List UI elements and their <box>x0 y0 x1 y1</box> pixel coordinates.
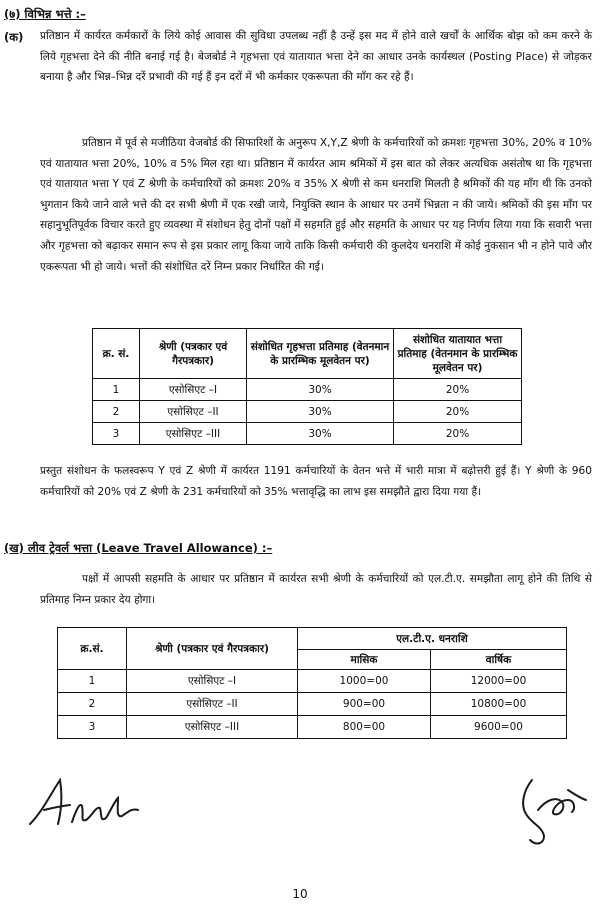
cell-sn: 3 <box>93 423 140 445</box>
cell-housing: 30% <box>247 423 394 445</box>
table-row <box>58 716 567 739</box>
table-row <box>58 670 567 693</box>
cell-transport: 20% <box>394 423 522 445</box>
page-number: 10 <box>292 887 308 901</box>
table-row <box>93 423 522 445</box>
revised-allowance-table <box>92 328 522 445</box>
cell-yearly: 12000=00 <box>431 670 567 693</box>
cell-category: एसोसिएट –II <box>127 693 298 716</box>
table-row <box>58 693 567 716</box>
paragraph-housing-intro: प्रतिष्ठान में कार्यरत कर्मकारों के लिये कोई आवास की सुविधा उपलब्ध नहीं है उन्हें इस मद में होने वाले खर्चों के आर्थिक बोझ को कम करने के लिये गृहभत्ता देने की नीति बनाई गई है। बेजबोर्ड ने गृहभत्ता एवं यातायात भत्ता देने का आधार उनके कार्यस्थल (Posting Place) से जोड़कर बनाया है और भिन्न–भिन्न दरें प्रभावी की गई हैं इन दरों में भी कर्मकार एकरूपता की माँग कर रहे हैं। <box>40 30 592 84</box>
column-header-category: श्रेणी (पत्रकार एवं गैरपत्रकार) <box>140 329 247 379</box>
table-row <box>93 401 522 423</box>
column-header-sn: क्र. सं. <box>93 329 140 379</box>
column-header-yearly: वार्षिक <box>431 650 567 670</box>
cell-yearly: 9600=00 <box>431 716 567 739</box>
section-heading-lta: (ख) लीव ट्रेवर्ल भत्ता (Leave Travel Allowance) :– <box>4 541 273 555</box>
paragraph-majithia-rates: प्रतिष्ठान में पूर्व से मजीठिया वेजबोर्ड की सिफारिशों के अनुरूप X,Y,Z श्रेणी के कर्मचारियों को क्रमशः गृहभत्ता 30%, 20% व 10% एवं यातायात भत्ता 20%, 10% व 5% मिल रहा था। प्रतिष्ठान में कार्यरत आम श्रमिकों में इस बात को लेकर अत्यधिक असंतोष था कि गृहभत्ता एवं यातायात भत्ता Y एवं Z श्रेणी के कर्मचारियों को क्रमशः 20% व 35% X श्रेणी से कम धनराशि मिलती है श्रमिकों की यह माँग थी कि उनको भुगतान किये जाने वाले भत्ते की दर सभी श्रेणी में एक रखी जाये, नियुक्ति स्थान के आधार पर उनमें भिन्नता न की जाये। श्रमिकों की इस माँग पर सहानुभूतिपूर्वक विचार करते हुए व्यवस्था में संशोधन हेतु दोनों पक्षों में सहमति हुई और सहमति के आधार पर यह निर्णय लिया गया कि सवारी भत्ता और गृहभत्ता को बढ़ाकर समान रूप से इस प्रकार लागू किया जाये ताकि किसी कर्मचारी की कुलदेय धनराशि में कोई नुकसान भी न होने पावे और एकरूपता भी हो जाये। भत्तों की संशोधित दरें निम्न प्रकार निर्धारित की गई। <box>40 137 592 273</box>
cell-category: एसोसिएट –III <box>127 716 298 739</box>
column-header-category: श्रेणी (पत्रकार एवं गैरपत्रकार) <box>127 628 298 670</box>
cell-sn: 1 <box>93 379 140 401</box>
left-signature <box>22 772 152 842</box>
column-header-lta-amount: एल.टी.ए. धनराशि <box>298 628 567 650</box>
cell-sn: 2 <box>93 401 140 423</box>
cell-transport: 20% <box>394 401 522 423</box>
cell-monthly: 1000=00 <box>298 670 431 693</box>
cell-yearly: 10800=00 <box>431 693 567 716</box>
cell-housing: 30% <box>247 401 394 423</box>
cell-category: एसोसिएट –III <box>140 423 247 445</box>
column-header-transport: संशोधित यातायात भत्ता प्रतिमाह (वेतनमान के प्रारम्भिक मूलवेतन पर) <box>394 329 522 379</box>
paragraph-lta-intro: पक्षों में आपसी सहमति के आधार पर प्रतिष्ठान में कार्यरत सभी श्रेणी के कर्मचारियों को एल.टी.ए. समझौता लागू होने की तिथि से प्रतिमाह निम्न प्रकार देय होगा। <box>40 573 592 606</box>
clause-marker-ka: (क) <box>4 30 24 44</box>
cell-sn: 3 <box>58 716 127 739</box>
table-header-row <box>58 628 567 650</box>
cell-category: एसोसिएट –I <box>140 379 247 401</box>
section-heading-allowances: (७) विभिन्न भत्ते :– <box>4 7 86 21</box>
cell-monthly: 800=00 <box>298 716 431 739</box>
table-header-row <box>93 329 522 379</box>
column-header-monthly: मासिक <box>298 650 431 670</box>
paragraph-revision-outcome: प्रस्तुत संशोधन के फलस्वरूप Y एवं Z श्रेणी में कार्यरत 1191 कर्मचारियों के वेतन भत्ते में भारी मात्रा में बढ़ोत्तरी हुई हैं। Y श्रेणी के 960 कर्मचारियों को 20% एवं Z श्रेणी के 231 कर्मचारियों को 35% भत्तावृद्धि का लाभ इस समझौते द्वारा दिया गया हैं। <box>40 465 592 498</box>
cell-sn: 1 <box>58 670 127 693</box>
cell-housing: 30% <box>247 379 394 401</box>
column-header-sn: क्र.सं. <box>58 628 127 670</box>
cell-category: एसोसिएट –I <box>127 670 298 693</box>
cell-sn: 2 <box>58 693 127 716</box>
right-signature <box>502 770 592 850</box>
cell-transport: 20% <box>394 379 522 401</box>
lta-table <box>57 627 567 739</box>
column-header-housing: संशोधित गृहभत्ता प्रतिमाह (वेतनमान के प्रारम्भिक मूलवेतन पर) <box>247 329 394 379</box>
cell-category: एसोसिएट –II <box>140 401 247 423</box>
cell-monthly: 900=00 <box>298 693 431 716</box>
table-row <box>93 379 522 401</box>
